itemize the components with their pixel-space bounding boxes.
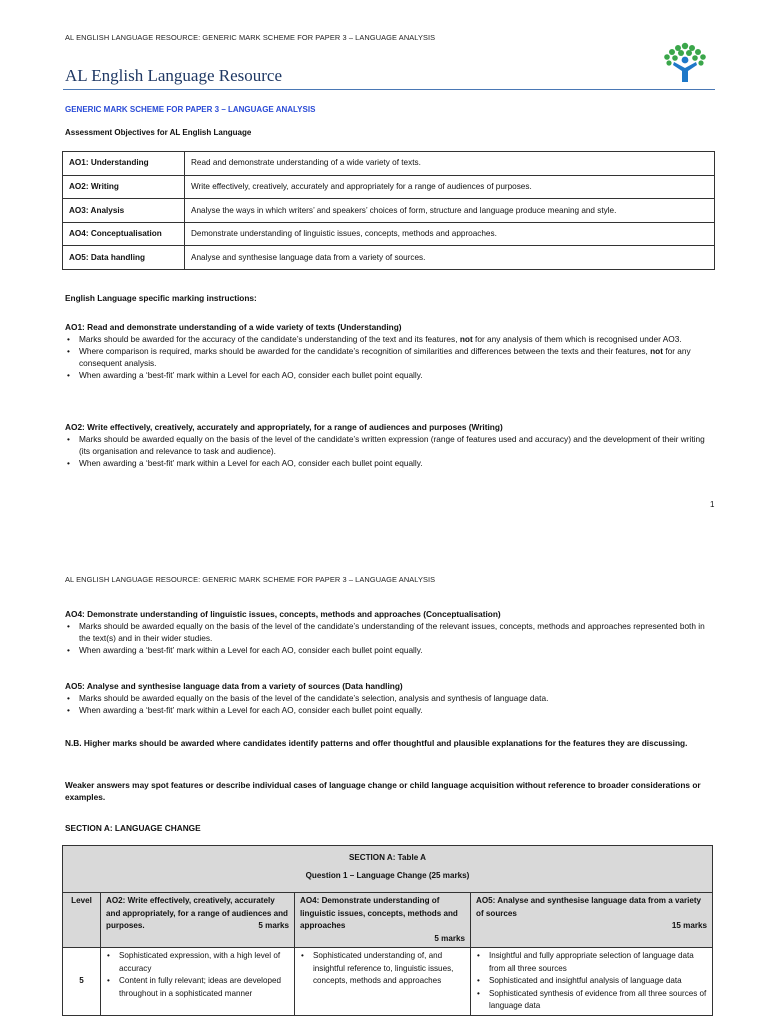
table-row xyxy=(63,948,713,1016)
ao-description: Read and demonstrate understanding of a wide variety of texts. xyxy=(185,152,715,176)
bullet-text: Marks should be awarded for the accuracy of the candidate’s understanding of the text and its features, xyxy=(79,334,460,345)
list-item: • Content in fully relevant; ideas are developed throughout in a sophisticated manner xyxy=(106,975,289,1000)
list-item: • Sophisticated synthesis of evidence from all three sources of language data xyxy=(476,988,707,1013)
section-heading: SECTION A: LANGUAGE CHANGE xyxy=(65,823,201,833)
running-header: AL ENGLISH LANGUAGE RESOURCE: GENERIC MARK SCHEME FOR PAPER 3 – LANGUAGE ANALYSIS xyxy=(65,575,436,584)
table-title: SECTION A: Table A xyxy=(348,853,427,862)
list-item: • Marks should be awarded equally on the basis of the level of the candidate’s written expression (range of features used and accuracy) and the development of their writing (its organisation and relevance to task and audience). xyxy=(65,433,715,457)
header-rule xyxy=(63,89,715,90)
bullet-text: for any consequent analysis. xyxy=(79,346,691,369)
section-a-table xyxy=(62,845,713,1016)
page-2 xyxy=(0,520,768,1024)
level-number: 5 xyxy=(63,948,101,1016)
instructions-heading: English Language specific marking instructions: xyxy=(65,293,257,303)
column-header-ao5 xyxy=(471,893,713,948)
column-marks: 15 marks xyxy=(671,921,707,931)
table-row xyxy=(63,246,715,270)
table-header-row xyxy=(63,893,713,948)
ao-code: AO2: Writing xyxy=(63,175,185,199)
ao-code: AO1: Understanding xyxy=(63,152,185,176)
ao-description: Analyse and synthesise language data from a variety of sources. xyxy=(185,246,715,270)
table-caption-row xyxy=(63,846,713,893)
ao5-descriptor xyxy=(471,948,713,1016)
ao-description: Write effectively, creatively, accurately and appropriately for a range of audiences of purposes. xyxy=(185,175,715,199)
list-item: • Sophisticated expression, with a high level of accuracy xyxy=(106,950,289,975)
ao1-section xyxy=(65,321,715,381)
bullet-text: for any analysis of them which is recognised under AO3. xyxy=(472,334,682,345)
ao1-heading: AO1: Read and demonstrate understanding of a wide variety of texts (Understanding) xyxy=(65,322,402,332)
column-header-ao2 xyxy=(101,893,295,948)
assessment-objectives-table xyxy=(62,151,715,270)
column-header-text: AO2: Write effectively, creatively, accurately and appropriately, for a range of audiences and purposes. xyxy=(106,896,288,931)
ao5-section xyxy=(65,680,715,716)
ao-description: Analyse the ways in which writers’ and speakers’ choices of form, structure and language produce meaning and style. xyxy=(185,199,715,223)
ao2-descriptor xyxy=(101,948,295,1016)
bullet-emphasis: not xyxy=(650,346,664,357)
ao4-heading: AO4: Demonstrate understanding of linguistic issues, concepts, methods and approaches (Conceptualisation) xyxy=(65,609,501,619)
column-header-level: Level xyxy=(63,893,101,948)
ao4-descriptor xyxy=(295,948,471,1016)
ao-code: AO3: Analysis xyxy=(63,199,185,223)
table-row xyxy=(63,199,715,223)
list-item: • Sophisticated understanding of, and insightful reference to, linguistic issues, concepts, methods and approaches xyxy=(300,950,465,988)
ao-code: AO4: Conceptualisation xyxy=(63,222,185,246)
question-title: Question 1 – Language Change (25 marks) xyxy=(305,871,470,880)
list-item: • When awarding a ‘best-fit’ mark within a Level for each AO, consider each bullet point equally. xyxy=(65,369,715,381)
list-item: • Marks should be awarded equally on the basis of the level of the candidate’s selection, analysis and synthesis of language data. xyxy=(65,692,715,704)
ao2-section xyxy=(65,421,715,469)
column-header-text: AO5: Analyse and synthesise language data from a variety of sources xyxy=(476,896,702,918)
running-header: AL ENGLISH LANGUAGE RESOURCE: GENERIC MARK SCHEME FOR PAPER 3 – LANGUAGE ANALYSIS xyxy=(65,33,436,42)
weaker-answers-note: Weaker answers may spot features or describe individual cases of language change or child language acquisition without reference to broader considerations or examples. xyxy=(65,780,701,803)
ao-code: AO5: Data handling xyxy=(63,246,185,270)
page-number: 1 xyxy=(710,500,715,509)
list-item xyxy=(65,345,715,369)
bullet-text: Where comparison is required, marks should be awarded for the candidate’s recognition of similarities and differences between the texts and their features, xyxy=(79,346,651,357)
table-row xyxy=(63,152,715,176)
list-item: • When awarding a ‘best-fit’ mark within a Level for each AO, consider each bullet point equally. xyxy=(65,704,715,716)
ao-heading: Assessment Objectives for AL English Language xyxy=(65,128,252,137)
table-row xyxy=(63,175,715,199)
brand-title: AL English Language Resource xyxy=(65,66,282,85)
ao4-section xyxy=(65,608,715,656)
list-item: • Sophisticated and insightful analysis of language data xyxy=(476,975,707,988)
tree-people-logo-icon xyxy=(660,40,710,84)
column-marks: 5 marks xyxy=(434,933,465,943)
list-item: • When awarding a ‘best-fit’ mark within a Level for each AO, consider each bullet point equally. xyxy=(65,457,715,469)
table-caption xyxy=(63,846,713,893)
list-item: • Insightful and fully appropriate selection of language data from all three sources xyxy=(476,950,707,975)
table-row xyxy=(63,222,715,246)
column-marks: 5 marks xyxy=(258,921,289,931)
ao2-heading: AO2: Write effectively, creatively, accurately and appropriately, for a range of audiences and purposes (Writing) xyxy=(65,422,503,432)
list-item: • Marks should be awarded equally on the basis of the level of the candidate’s understanding of the relevant issues, concepts, methods and approaches represented both in the text(s) and in their wider studies. xyxy=(65,620,715,644)
nb-note: N.B. Higher marks should be awarded where candidates identify patterns and offer thoughtful and plausible explanations for the features they are discussing. xyxy=(65,738,688,748)
ao-description: Demonstrate understanding of linguistic issues, concepts, methods and approaches. xyxy=(185,222,715,246)
document-subtitle: GENERIC MARK SCHEME FOR PAPER 3 – LANGUAGE ANALYSIS xyxy=(65,105,316,114)
ao5-heading: AO5: Analyse and synthesise language data from a variety of sources (Data handling) xyxy=(65,681,403,691)
column-header-ao4 xyxy=(295,893,471,948)
list-item xyxy=(65,333,715,345)
column-header-text: AO4: Demonstrate understanding of linguistic issues, concepts, methods and approaches xyxy=(300,896,458,931)
list-item: • When awarding a ‘best-fit’ mark within a Level for each AO, consider each bullet point equally. xyxy=(65,644,715,656)
bullet-emphasis: not xyxy=(459,334,473,345)
